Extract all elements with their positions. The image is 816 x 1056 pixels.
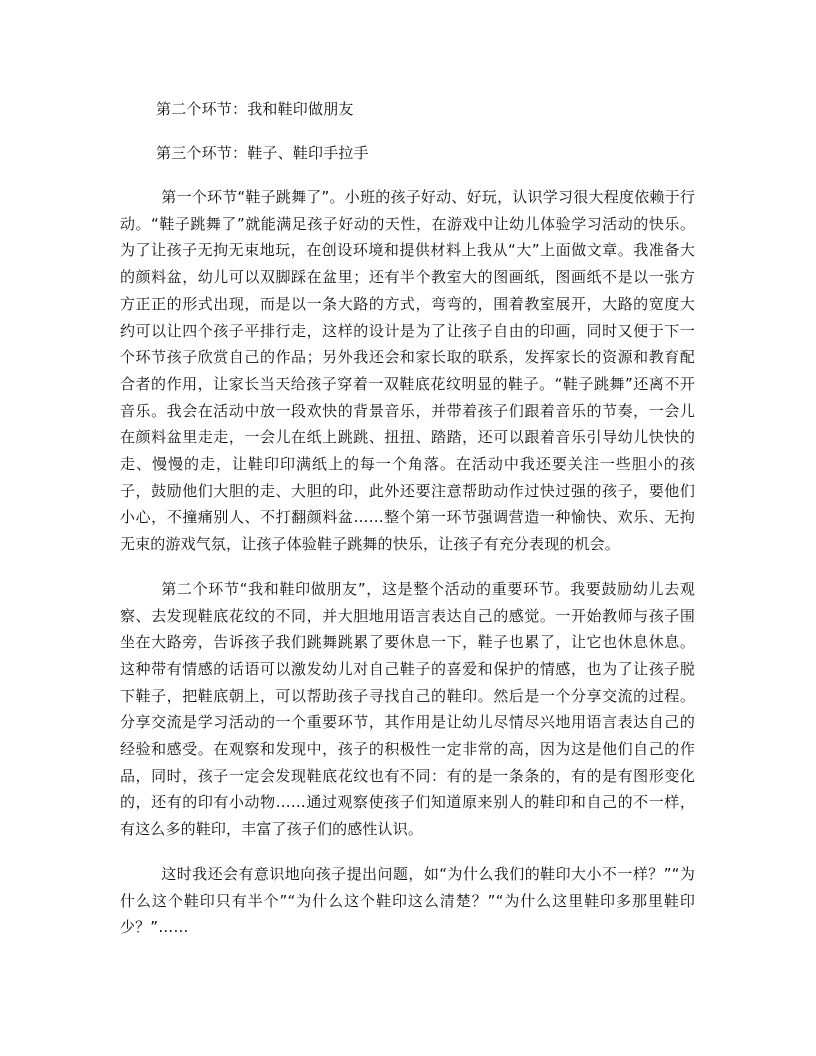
section-heading-3: 第三个环节：鞋子、鞋印手拉手 (156, 144, 369, 162)
paragraph-section-2: 第二个环节“我和鞋印做朋友”，这是整个活动的重要环节。我要鼓励幼儿去观察、去发现鞋底花纹的不同，并大胆地用语言表达自己的感觉。一开始教师与孩子围坐在大路旁，告诉孩子我们跳舞跳累了要休息一下，鞋子也累了，让它也休息休息。这种带有情感的话语可以激发幼儿对自己鞋子的喜爱和保护的情感，也为了让孩子脱下鞋子，把鞋底朝上，可以帮助孩子寻找自己的鞋印。然后是一个分享交流的过程。分享交流是学习活动的一个重要环节，其作用是让幼儿尽情尽兴地用语言表达自己的经验和感受。在观察和发现中，孩子的积极性一定非常的高，因为这是他们自己的作品，同时，孩子一定会发现鞋底花纹也有不同：有的是一条条的，有的是有图形变化的，还有的印有小动物……通过观察使孩子们知道原来别人的鞋印和自己的不一样，有这么多的鞋印，丰富了孩子们的感性认识。 (120, 579, 695, 839)
paragraph-questions: 这时我还会有意识地向孩子提出问题，如“为什么我们的鞋印大小不一样？”“为什么这个鞋印只有半个”“为什么这个鞋印这么清楚？”“为什么这里鞋印多那里鞋印少？”…… (120, 864, 695, 937)
section-heading-2: 第二个环节：我和鞋印做朋友 (156, 100, 354, 118)
document-body (120, 96, 695, 941)
paragraph-section-1: 第一个环节“鞋子跳舞了”。小班的孩子好动、好玩，认识学习很大程度依赖于行动。“鞋子跳舞了”就能满足孩子好动的天性，在游戏中让幼儿体验学习活动的快乐。为了让孩子无拘无束地玩，在创设环境和提供材料上我从“大”上面做文章。我准备大的颜料盆，幼儿可以双脚踩在盆里；还有半个教室大的图画纸，图画纸不是以一张方方正正的形式出现，而是以一条大路的方式，弯弯的，围着教室展开，大路的宽度大约可以让四个孩子平排行走，这样的设计是为了让孩子自由的印画，同时又便于下一个环节孩子欣赏自己的作品；另外我还会和家长取的联系，发挥家长的资源和教育配合者的作用，让家长当天给孩子穿着一双鞋底花纹明显的鞋子。“鞋子跳舞”还离不开音乐。我会在活动中放一段欢快的背景音乐，并带着孩子们跟着音乐的节奏，一会儿在颜料盆里走走，一会儿在纸上跳跳、扭扭、踏踏，还可以跟着音乐引导幼儿快快的走、慢慢的走，让鞋印印满纸上的每一个角落。在活动中我还要关注一些胆小的孩子，鼓励他们大胆的走、大胆的印，此外还要注意帮助动作过快过强的孩子，要他们小心，不撞痛别人、不打翻颜料盆……整个第一环节强调营造一种愉快、欢乐、无拘无束的游戏气氛，让孩子体验鞋子跳舞的快乐，让孩子有充分表现的机会。 (120, 188, 695, 554)
